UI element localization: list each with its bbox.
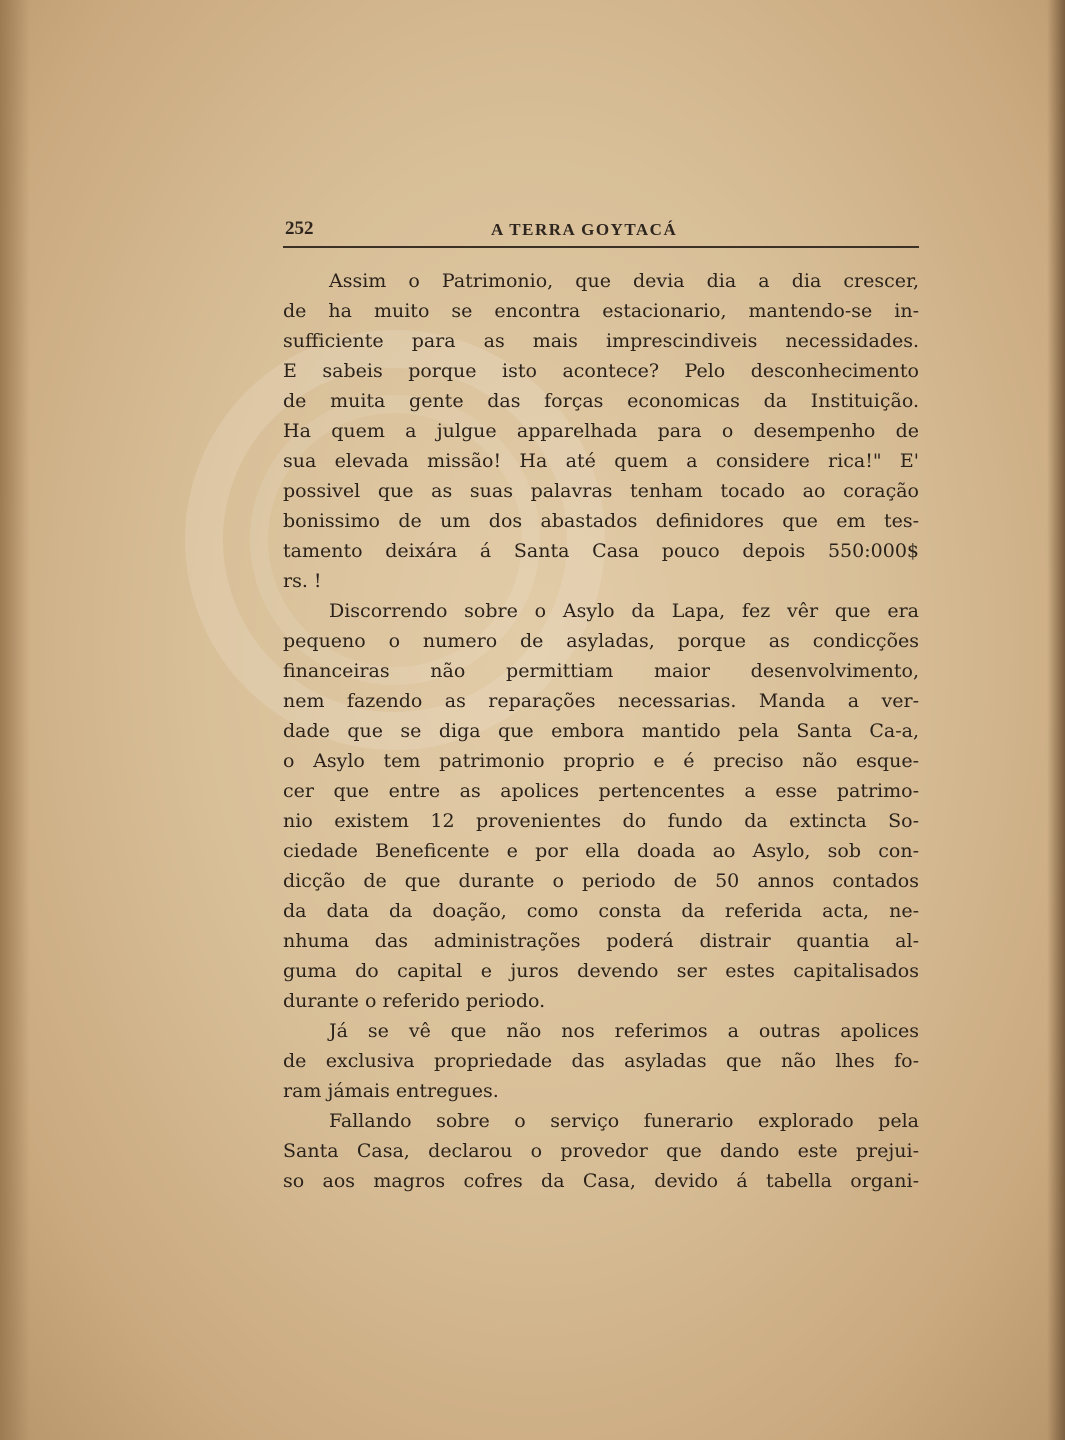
text-line: Santa Casa, declarou o provedor que dando este prejui- — [283, 1140, 919, 1162]
body-text — [283, 266, 919, 1196]
running-title: A TERRA GOYTACÁ — [491, 220, 678, 239]
text-line: de ha muito se encontra estacionario, mantendo-se in- — [283, 300, 919, 322]
text-line: Assim o Patrimonio, que devia dia a dia crescer, — [329, 270, 919, 292]
text-line: nio existem 12 provenientes do fundo da extincta So- — [283, 810, 919, 832]
text-line: da data da doação, como consta da referida acta, ne- — [283, 900, 919, 922]
text-line: nhuma das administrações poderá distrair quantia al- — [283, 930, 919, 952]
page-edge-shadow-right — [1047, 0, 1065, 1440]
text-line: Discorrendo sobre o Asylo da Lapa, fez vêr que era — [329, 600, 919, 622]
text-line: guma do capital e juros devendo ser estes capitalisados — [283, 960, 919, 982]
text-line: dade que se diga que embora mantido pela Santa Ca-a, — [283, 720, 919, 742]
text-line: Ha quem a julgue apparelhada para o desempenho de — [283, 420, 919, 442]
page-edge-shadow-left — [0, 0, 30, 1440]
text-line: ciedade Beneficente e por ella doada ao Asylo, sob con- — [283, 840, 919, 862]
text-line: Fallando sobre o serviço funerario explorado pela — [329, 1110, 919, 1132]
text-line: sufficiente para as mais imprescindiveis necessidades. — [283, 330, 919, 352]
text-line: dicção de que durante o periodo de 50 annos contados — [283, 870, 919, 892]
text-line: E sabeis porque isto acontece? Pelo desconhecimento — [283, 360, 919, 382]
text-line: bonissimo de um dos abastados definidores que em tes- — [283, 510, 919, 532]
text-line: so aos magros cofres da Casa, devido á tabella organi- — [283, 1170, 919, 1192]
page-number: 252 — [285, 218, 314, 239]
text-line: rs. ! — [283, 570, 322, 592]
text-line: cer que entre as apolices pertencentes a esse patrimo- — [283, 780, 919, 802]
text-line: pequeno o numero de asyladas, porque as condicções — [283, 630, 919, 652]
text-line: tamento deixára á Santa Casa pouco depois 550:000$ — [283, 540, 919, 562]
text-line: durante o referido periodo. — [283, 990, 546, 1012]
text-line: sua elevada missão! Ha até quem a considere rica!" E' — [283, 450, 919, 472]
text-line: de exclusiva propriedade das asyladas que não lhes fo- — [283, 1050, 919, 1072]
text-line: ram jámais entregues. — [283, 1080, 499, 1102]
page-header — [283, 214, 919, 248]
text-line: nem fazendo as reparações necessarias. Manda a ver- — [283, 690, 919, 712]
text-line: o Asylo tem patrimonio proprio e é preciso não esque- — [283, 750, 919, 772]
text-line: de muita gente das forças economicas da Instituição. — [283, 390, 919, 412]
text-line: possivel que as suas palavras tenham tocado ao coração — [283, 480, 919, 502]
text-line: Já se vê que não nos referimos a outras apolices — [329, 1020, 919, 1042]
text-line: financeiras não permittiam maior desenvolvimento, — [283, 660, 919, 682]
